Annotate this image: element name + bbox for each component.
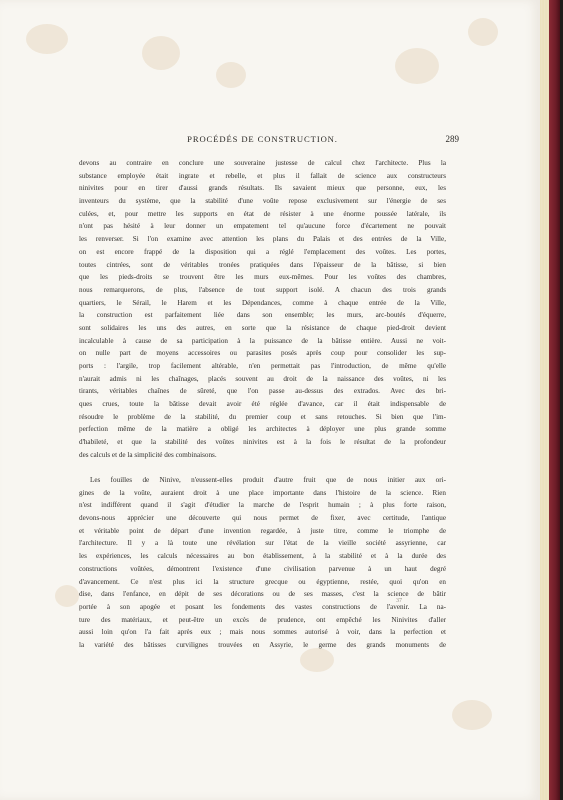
text-line: nous remarquerons, de plus, l'absence de tout support isolé. A chacun des trois grands xyxy=(79,285,446,294)
text-line: culées, et, pour mettre les supports en état de résister à une énorme poussée latérale, ils xyxy=(79,209,446,218)
page-number: 289 xyxy=(445,134,459,144)
text-line: quartiers, le Sérail, le Harem et les Dépendances, comme à chaque entrée de la Ville, xyxy=(79,298,446,307)
text-line: les expériences, les calculs nécessaires au bon établissement, à la stabilité et à la durée des xyxy=(79,552,446,561)
text-line: dise, dans l'enfance, en dépit de ses décorations ou de ses masses, c'est la science de bâtir xyxy=(79,590,446,599)
text-line: ques crues, toute la bâtisse devait avoir été réglée d'avance, car il était indispensable de xyxy=(79,400,446,409)
text-line: n'est indifférent quand il s'agit d'étudier la marche de l'esprit humain ; à plus forte raison, xyxy=(79,501,446,510)
text-line: on nulle part de moyens accessoires ou parasites posés après coup pour consolider les sup- xyxy=(79,349,446,358)
text-line: la construction est parfaitement liée dans son ensemble; les murs, arc-boutés d'équerre, xyxy=(79,311,446,320)
foxing-stain xyxy=(216,62,246,88)
text-line: incalculable à cause de sa participation à la puissance de la bâtisse entière. Aussi ne voit- xyxy=(79,336,446,345)
foxing-stain xyxy=(468,18,498,46)
text-line: aussi loin qu'on l'a fait après eux ; mais nous sommes autorisé à voir, dans la perfection et xyxy=(79,628,446,637)
text-line: substance employée était ingrate et rebelle, et plus il fallait de science aux constructeurs xyxy=(79,171,446,180)
text-line: tirants, véritables chaînes de sûreté, que l'on passe au-dessus des extrados. Avec des bri- xyxy=(79,387,446,396)
text-line: les renverser. Si l'on examine avec attention les plans du Palais et des entrées de la Ville, xyxy=(79,235,446,244)
foxing-stain xyxy=(452,700,492,730)
text-line: constructions voûtées, démontrent l'existence d'une civilisation parvenue à un haut degré xyxy=(79,564,446,573)
foxing-stain xyxy=(142,36,180,70)
paragraph-gap xyxy=(79,462,446,475)
paragraph xyxy=(79,157,446,462)
text-line: devons au contraire en conclure une souveraine justesse de calcul chez l'architecte. Plus la xyxy=(79,159,446,167)
text-line: Les fouilles de Ninive, n'eussent-elles produit d'autre fruit que de nous initier aux ori- xyxy=(90,476,446,484)
text-line: résoudre le problème de la stabilité, du premier coup et sans retouches. Si bien que l'im- xyxy=(79,412,446,421)
text-line: portée à son apogée et posant les fondements des vastes constructions de l'avenir. La na- xyxy=(79,602,446,611)
text-line: devons-nous apprécier une découverte qui nous permet de fixer, avec certitude, l'antique xyxy=(79,514,446,523)
text-line: d'avancement. Ce n'est plus ici la structure grecque ou égyptienne, restée, quoi qu'on en xyxy=(79,577,446,586)
text-line: ports : l'argile, trop facilement altérable, n'en permettait pas l'introduction, de même qu'elle xyxy=(79,362,446,370)
text-line: n'ont pas hésité à leur donner un empatement tel qu'aucune force d'écartement ne pouvait xyxy=(79,222,446,231)
text-line: ture des matériaux, et peut-être un excès de prudence, ont empêché les Ninivites d'aller xyxy=(79,615,446,624)
text-line: gines de la voûte, auraient droit à une place importante dans l'histoire de la science. Rien xyxy=(79,488,446,497)
text-line: perfection même de la matière a obligé les architectes à déployer une plus grande somme xyxy=(79,425,446,434)
text-line: et véritable point de départ d'une invention regardée, à juste titre, comme le triomphe de xyxy=(79,526,446,535)
text-line: que les pieds-droits se trouvent être les murs eux-mêmes. Pour les voûtes des chambres, xyxy=(79,273,446,282)
running-title: PROCÉDÉS DE CONSTRUCTION. xyxy=(187,134,338,144)
signature-mark: 37 xyxy=(396,598,402,604)
text-line: inventeurs du système, que la stabilité d'une voûte repose exclusivement sur l'énergie de ses xyxy=(79,197,446,206)
text-line: on est encore frappé de la disposition qui a réglé l'emplacement des voûtes. Les portes, xyxy=(79,247,446,256)
foxing-stain xyxy=(395,48,439,84)
paragraph xyxy=(79,474,446,652)
binding-edge xyxy=(549,0,560,800)
text-line: ninivites pour en tirer d'aussi grands résultats. Ils savaient mieux que personne, eux, les xyxy=(79,184,446,193)
foxing-stain xyxy=(55,585,79,607)
foxing-stain xyxy=(26,24,68,54)
text-line: toutes cintrées, sont de véritables tronées pratiquées dans l'épaisseur de la bâtisse, si bien xyxy=(79,260,446,269)
text-line: la variété des bâtisses curvilignes trouvées en Assyrie, le germe des grands monuments de xyxy=(79,640,446,649)
text-line: l'architecture. Il y a là toute une révélation sur l'état de la vieille société assyrienne, car xyxy=(79,539,446,548)
text-line: n'aurait admis ni les chaînages, placés souvent au droit de la naissance des voûtes, ni les xyxy=(79,374,446,383)
text-line: des calculs et de la simplicité des combinaisons. xyxy=(79,450,217,459)
page-header xyxy=(66,134,459,148)
page-block-edge xyxy=(540,0,549,800)
text-line: d'habileté, et que la stabilité des voûtes ninivites est à la fois le résultat de la profondeur xyxy=(79,438,446,447)
body-text xyxy=(79,157,446,652)
text-line: sont solidaires les uns des autres, en sorte que la résistance de chaque pied-droit devient xyxy=(79,323,446,332)
